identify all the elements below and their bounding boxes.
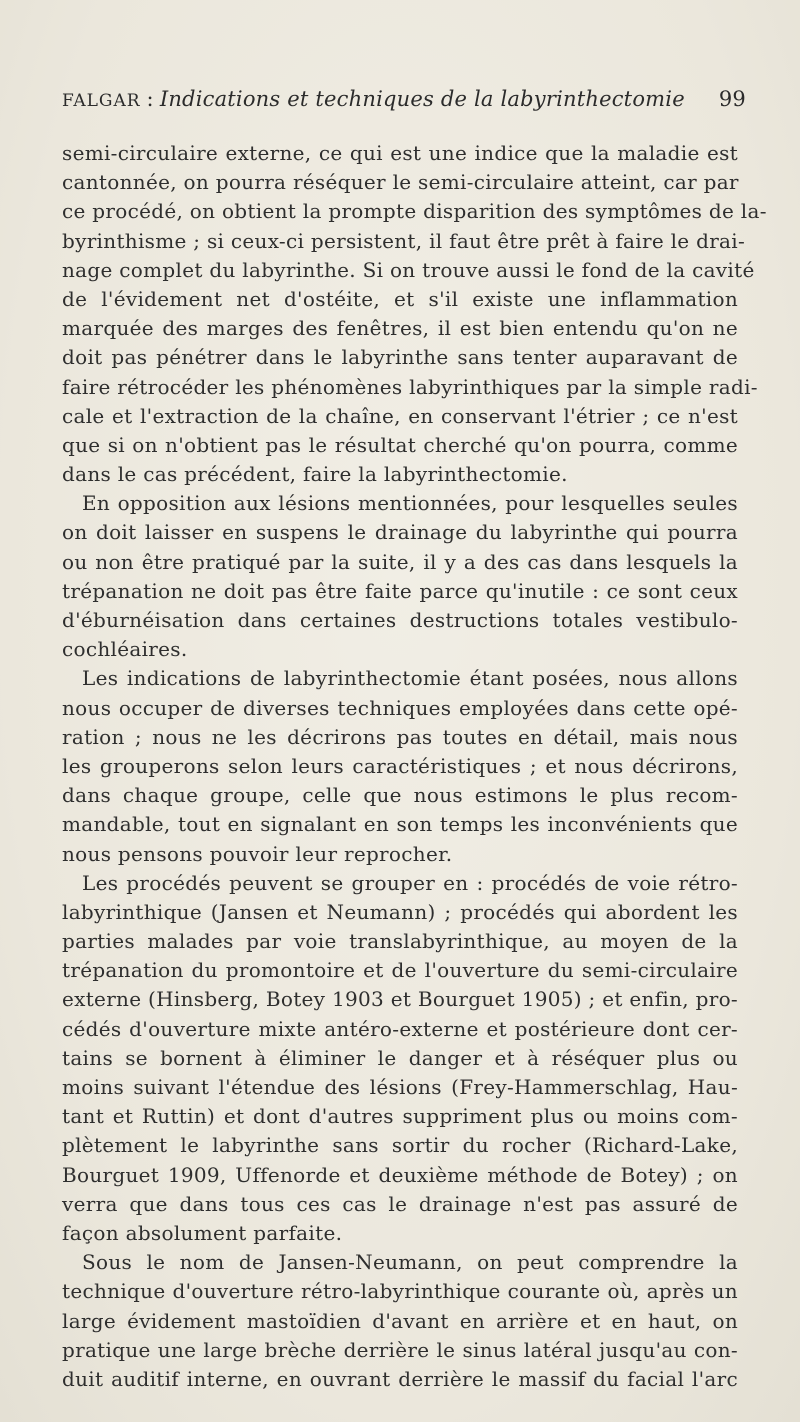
text-line: Les procédés peuvent se grouper en : procédés de voie rétro- [82,870,738,895]
text-line: pratique une large brèche derrière le sinus latéral jusqu'au con- [62,1337,738,1362]
text-line: cochléaires. [62,637,188,662]
text-line: mandable, tout en signalant en son temps les inconvénients que [62,812,738,837]
text-line: dans le cas précédent, faire la labyrinthectomie. [62,462,568,487]
text-line: cédés d'ouverture mixte antéro-externe et postérieure dont cer- [62,1016,738,1041]
text-line: tains se bornent à éliminer le danger et à réséquer plus ou [62,1045,738,1070]
text-line: nage complet du labyrinthe. Si on trouve aussi le fond de la cavité [62,257,755,282]
text-line: byrinthisme ; si ceux-ci persistent, il faut être prêt à faire le drai- [62,228,746,253]
text-line: marquée des marges des fenêtres, il est bien entendu qu'on ne [62,316,738,341]
text-line: nous pensons pouvoir leur reprocher. [62,841,453,866]
text-line: ration ; nous ne les décrirons pas toutes en détail, mais nous [62,724,738,749]
text-line: doit pas pénétrer dans le labyrinthe sans tenter auparavant de [62,345,738,370]
text-line: d'éburnéisation dans certaines destructions totales vestibulo- [62,608,738,632]
running-head-title: Indications et techniques de la labyrinthectomie [159,87,685,111]
body-text [62,139,767,1394]
text-line: parties malades par voie translabyrinthique, au moyen de la [62,929,738,954]
text-line: nous occuper de diverses techniques employées dans cette opé- [62,695,738,720]
text-line: ou non être pratiqué par la suite, il y a des cas dans lesquels la [62,549,738,574]
text-line: cale et l'extraction de la chaîne, en conservant l'étrier ; ce n'est [62,403,738,428]
text-line: faire rétrocéder les phénomènes labyrinthiques par la simple radi- [62,374,758,399]
text-line: duit auditif interne, en ouvrant derrière le massif du facial l'arc [62,1366,738,1391]
text-line: large évidement mastoïdien d'avant en arrière et en haut, on [62,1308,738,1333]
text-line: externe (Hinsberg, Botey 1903 et Bourguet 1905) ; et enfin, pro- [62,987,738,1012]
text-line: trépanation du promontoire et de l'ouverture du semi-circulaire [62,958,738,983]
text-line: labyrinthique (Jansen et Neumann) ; procédés qui abordent les [62,899,738,924]
text-line: Sous le nom de Jansen-Neumann, on peut comprendre la [82,1250,738,1275]
running-head [62,87,746,117]
text-line: semi-circulaire externe, ce qui est une indice que la maladie est [62,141,738,165]
page-number: 99 [718,87,746,111]
text-line: façon absolument parfaite. [62,1220,343,1245]
text-line: ce procédé, on obtient la prompte disparition des symptômes de la- [62,199,767,224]
text-line: plètement le labyrinthe sans sortir du rocher (Richard-Lake, [62,1133,738,1158]
text-line: de l'évidement net d'ostéite, et s'il existe une inflammation [62,286,738,311]
text-line: trépanation ne doit pas être faite parce qu'inutile : ce sont ceux [62,578,738,603]
running-head-author: FALGAR [62,91,141,111]
text-line: dans chaque groupe, celle que nous estimons le plus recom- [62,783,738,808]
text-line: tant et Ruttin) et dont d'autres suppriment plus ou moins com- [62,1104,738,1129]
text-line: technique d'ouverture rétro-labyrinthique courante où, après un [62,1279,738,1304]
running-head-separator: : [146,87,154,111]
text-line: cantonnée, on pourra réséquer le semi-circulaire atteint, car par [62,170,739,195]
text-line: on doit laisser en suspens le drainage du labyrinthe qui pourra [62,520,738,545]
text-line: que si on n'obtient pas le résultat cherché qu'on pourra, comme [62,432,738,457]
text-line: verra que dans tous ces cas le drainage n'est pas assuré de [62,1191,738,1216]
text-line: En opposition aux lésions mentionnées, pour lesquelles seules [82,491,738,516]
text-line: Bourguet 1909, Uffenorde et deuxième méthode de Botey) ; on [62,1162,738,1187]
text-line: Les indications de labyrinthectomie étant posées, nous allons [82,666,738,691]
text-line: les grouperons selon leurs caractéristiques ; et nous décrirons, [62,753,738,778]
text-line: moins suivant l'étendue des lésions (Frey-Hammerschlag, Hau- [62,1075,738,1099]
